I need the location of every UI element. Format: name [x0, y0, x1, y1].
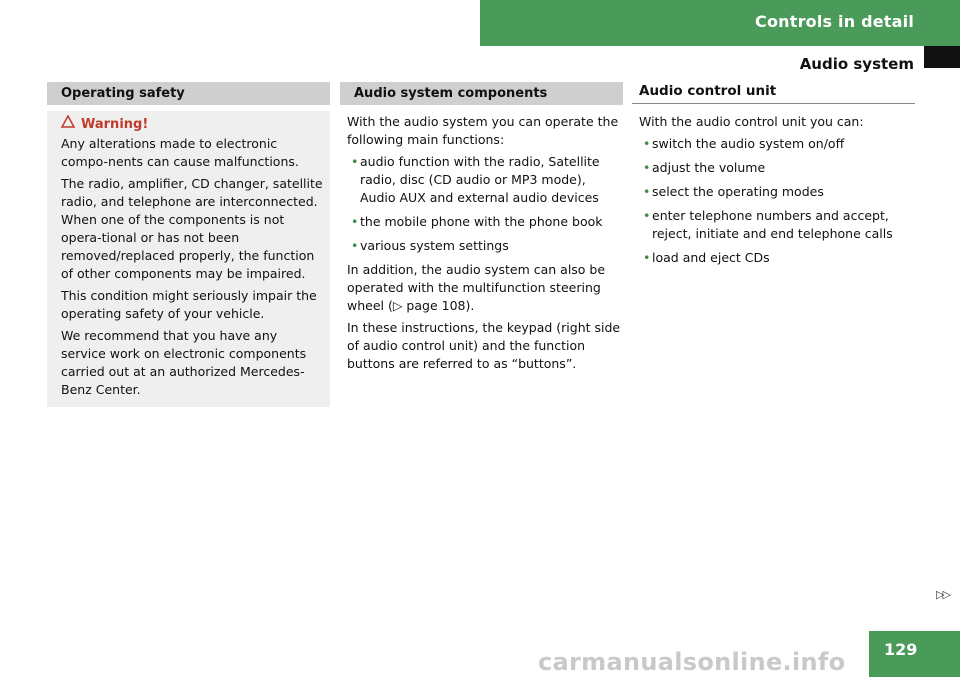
- components-intro: With the audio system you can operate the following main functions:: [347, 114, 619, 147]
- header-tab-marker: [924, 46, 960, 68]
- control-unit-list: [639, 135, 915, 267]
- warning-paragraph: Any alterations made to electronic compo-nents can cause malfunctions.: [61, 136, 299, 169]
- warning-paragraph: The radio, amplifier, CD changer, satellite radio, and telephone are interconnected. When one of the components is not opera-tional or has not been removed/replaced properly, the function of other components may be impaired.: [61, 176, 323, 281]
- warning-paragraph: This condition might seriously impair the operating safety of your vehicle.: [61, 288, 317, 321]
- audio-components-heading: Audio system components: [340, 82, 623, 105]
- warning-label: Warning!: [81, 117, 149, 132]
- warning-header: [61, 115, 324, 135]
- list-item: • select the operating modes: [639, 183, 915, 201]
- list-item: • switch the audio system on/off: [639, 135, 915, 153]
- watermark: carmanualsonline.info: [538, 648, 846, 676]
- list-item: • enter telephone numbers and accept, reject, initiate and end telephone calls: [639, 207, 915, 243]
- list-item: • load and eject CDs: [639, 249, 915, 267]
- list-item: • audio function with the radio, Satellite radio, disc (CD audio or MP3 mode), Audio AUX and external audio devices: [347, 153, 623, 207]
- warning-box: [47, 111, 330, 407]
- audio-control-unit-column: [632, 82, 915, 273]
- operating-safety-column: [47, 82, 330, 407]
- list-item: • various system settings: [347, 237, 623, 255]
- audio-control-unit-heading: Audio control unit: [632, 82, 915, 104]
- audio-components-column: [340, 82, 623, 377]
- buttons-paragraph: In these instructions, the keypad (right side of audio control unit) and the function buttons are referred to as “buttons”.: [347, 320, 621, 371]
- continue-arrows-icon: ▷▷: [936, 588, 949, 601]
- page-number: 129: [884, 640, 918, 659]
- warning-paragraph: We recommend that you have any service work on electronic components carried out at an authorized Mercedes-Benz Center.: [61, 328, 307, 397]
- list-item: • adjust the volume: [639, 159, 915, 177]
- components-list: [347, 153, 623, 255]
- section-title: Controls in detail: [755, 12, 914, 31]
- control-unit-intro: With the audio control unit you can:: [639, 114, 864, 129]
- subsection-title: Audio system: [799, 55, 914, 73]
- multifunction-paragraph: In addition, the audio system can also be operated with the multifunction steering wheel (▷ page 108).: [347, 262, 606, 313]
- list-item: • the mobile phone with the phone book: [347, 213, 623, 231]
- operating-safety-heading: Operating safety: [47, 82, 330, 105]
- warning-triangle-icon: [61, 115, 75, 135]
